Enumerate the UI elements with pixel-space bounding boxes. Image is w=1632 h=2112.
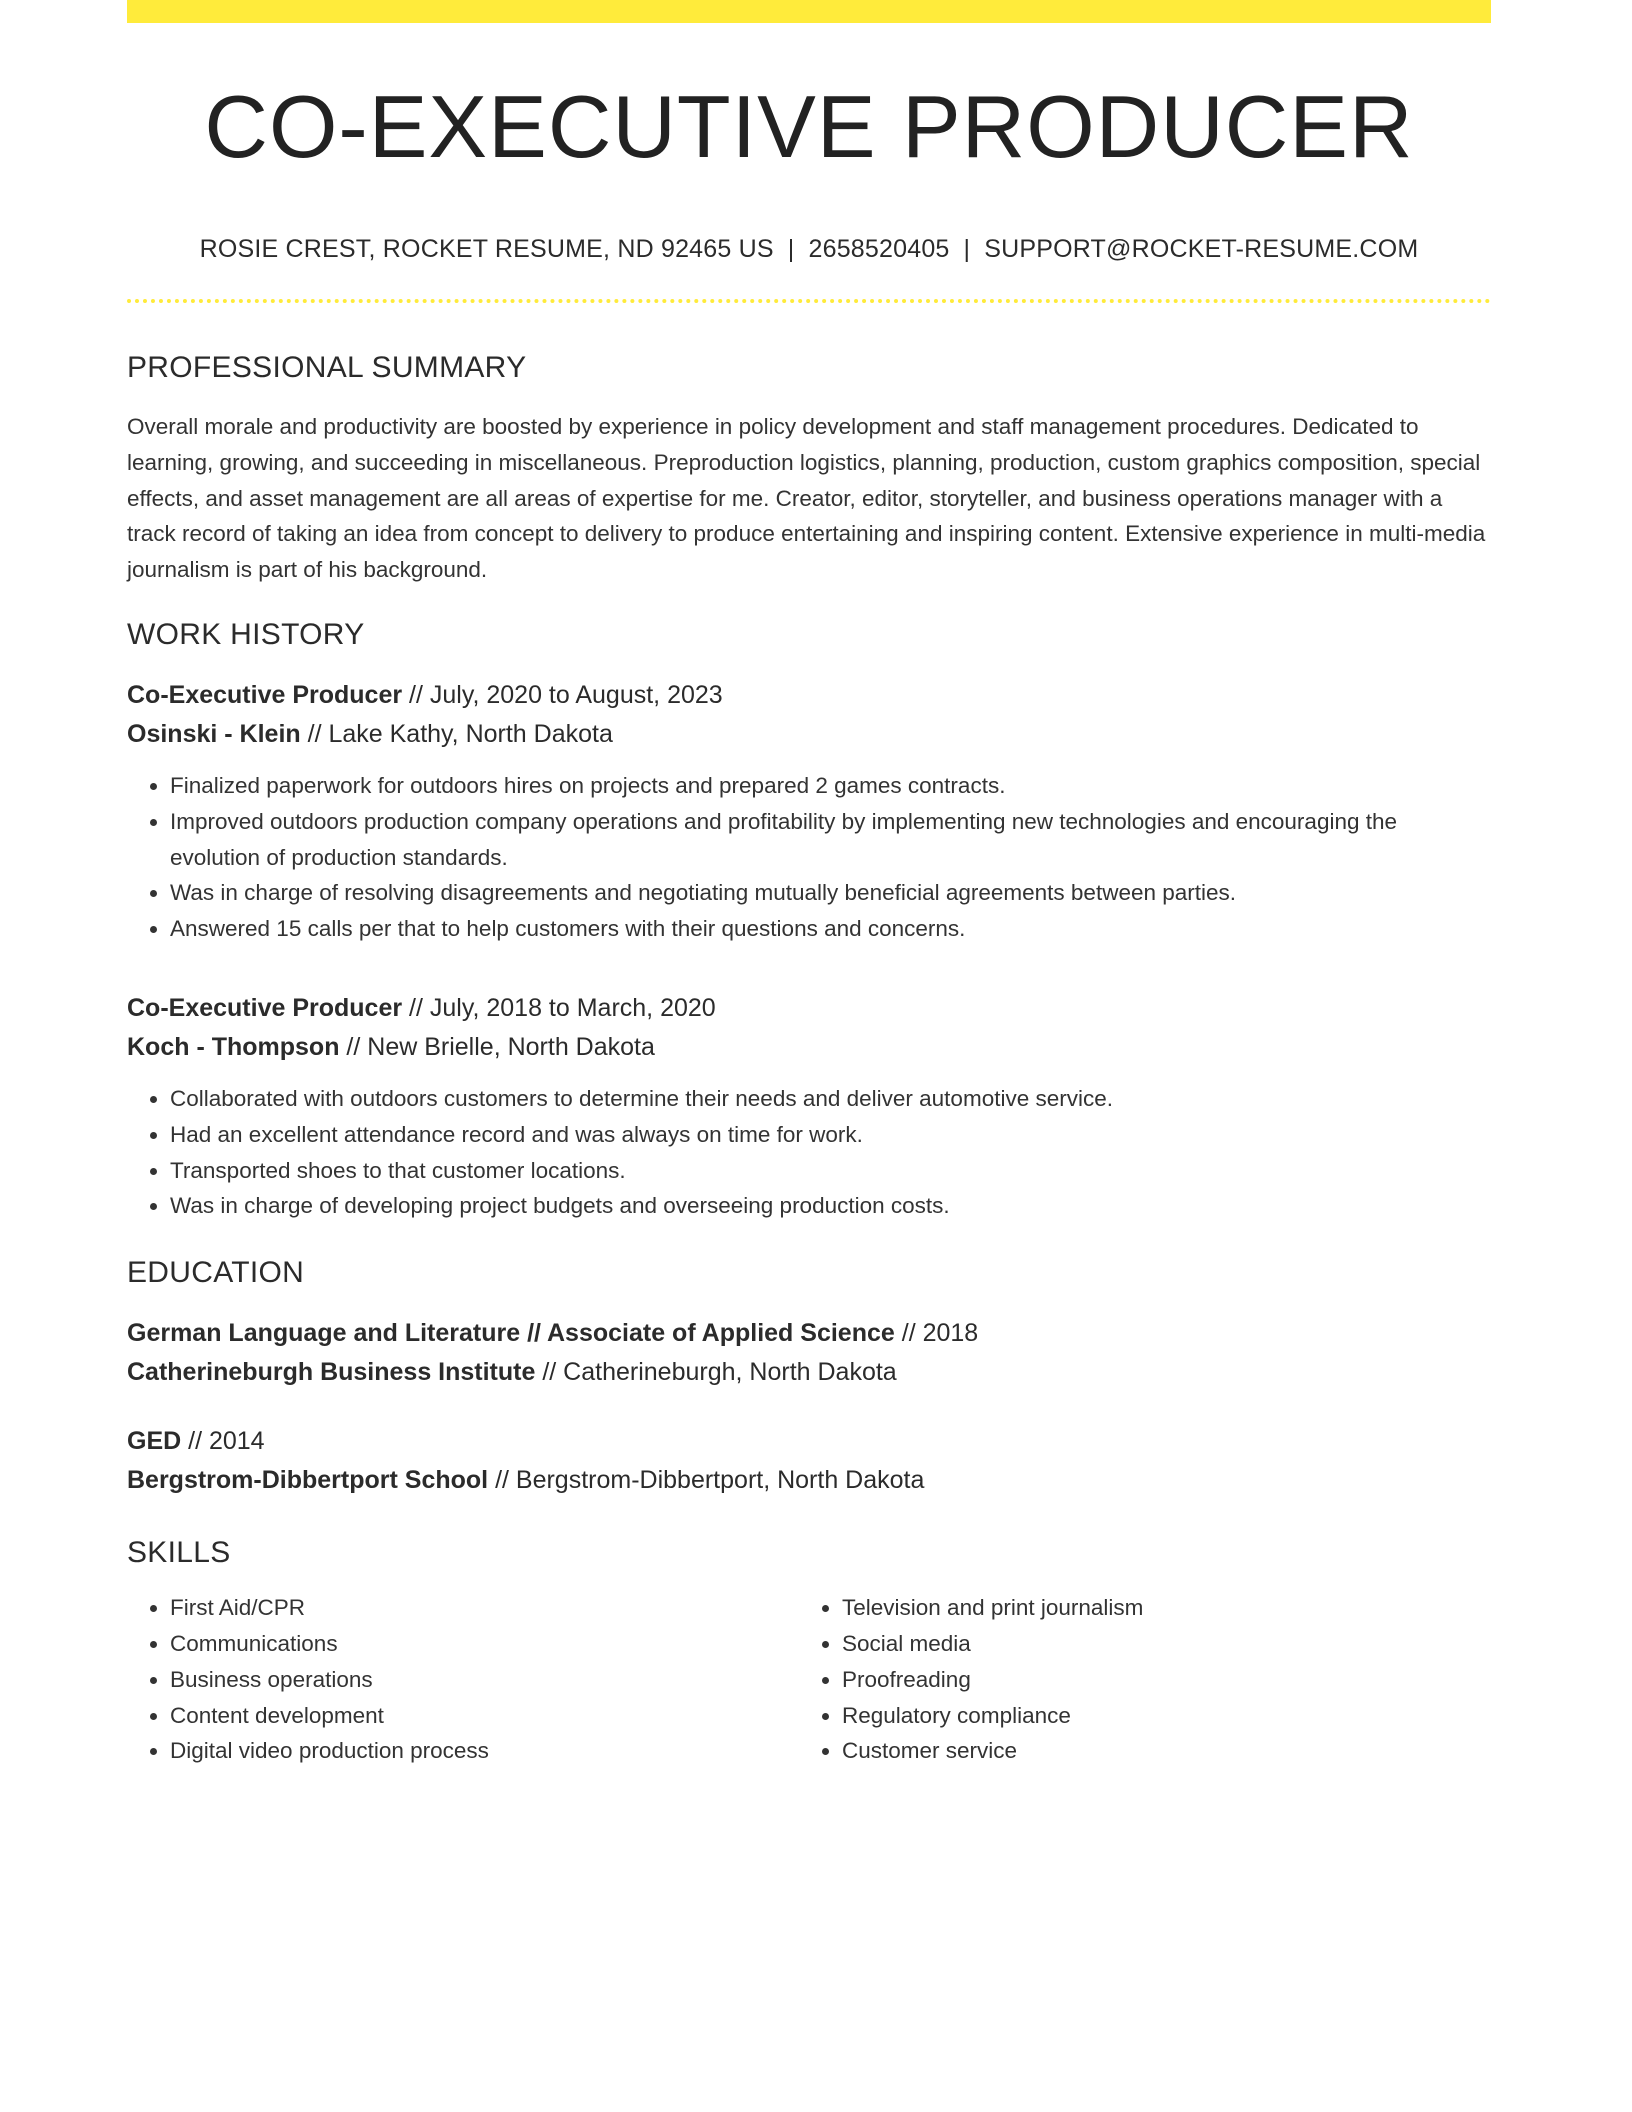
skills-columns — [127, 1590, 1491, 1769]
skill-item: • Proofreading — [842, 1662, 1471, 1698]
education-year: // 2018 — [894, 1319, 979, 1348]
education-degree-line — [127, 1422, 1491, 1461]
job-bullet: • Improved outdoors production company operations and profitability by implementing new technologies and encouraging the evolution of production standards. — [170, 804, 1491, 876]
job-company: Koch - Thompson — [127, 1032, 340, 1061]
contact-line — [127, 235, 1491, 264]
job-company-line — [127, 1028, 1491, 1067]
skills-list-right — [799, 1590, 1471, 1769]
skill-item: • First Aid/CPR — [170, 1590, 799, 1626]
job-role: Co-Executive Producer — [127, 680, 403, 709]
job-dates: // July, 2018 to March, 2020 — [402, 993, 716, 1022]
job-entry — [127, 676, 1491, 947]
job-bullets — [127, 1081, 1491, 1224]
job-company: Osinski - Klein — [127, 719, 301, 748]
job-company-line — [127, 715, 1491, 754]
summary-text: Overall morale and productivity are boosted by experience in policy development and staff management procedures. Dedicated to learning, growing, and succeeding in miscellaneous. Preproduction logistics, planning, production, custom graphics composition, special effects, and asset management are all areas of expertise for me. Creator, editor, storyteller, and business operations manager with a track record of taking an idea from concept to delivery to produce entertaining and inspiring content. Extensive experience in multi-media journalism is part of his background. — [127, 414, 1486, 583]
skill-item: • Customer service — [842, 1733, 1471, 1769]
education-entry — [127, 1422, 1491, 1500]
job-bullet: • Finalized paperwork for outdoors hires on projects and prepared 2 games contracts. — [170, 768, 1491, 804]
job-bullet: • Answered 15 calls per that to help customers with their questions and concerns. — [170, 911, 1491, 947]
education-school: Catherineburgh Business Institute — [127, 1358, 536, 1387]
job-bullet: • Was in charge of developing project budgets and overseeing production costs. — [170, 1188, 1491, 1224]
skill-item: • Content development — [170, 1698, 799, 1734]
education-degree-line — [127, 1314, 1491, 1353]
education-year: // 2014 — [181, 1427, 265, 1456]
work-history-heading: WORK HISTORY — [127, 617, 365, 651]
resume-title: CO-EXECUTIVE PRODUCER — [204, 77, 1414, 176]
skill-item: • Regulatory compliance — [842, 1698, 1471, 1734]
job-title-line — [127, 989, 1491, 1028]
education-location: // Bergstrom-Dibbertport, North Dakota — [488, 1466, 925, 1495]
skills-heading: SKILLS — [127, 1536, 231, 1570]
summary-heading: PROFESSIONAL SUMMARY — [127, 351, 527, 384]
skill-item: • Business operations — [170, 1662, 799, 1698]
education-entry — [127, 1314, 1491, 1392]
job-location: // New Brielle, North Dakota — [339, 1032, 655, 1061]
skill-item: • Digital video production process — [170, 1733, 799, 1769]
job-dates: // July, 2020 to August, 2023 — [402, 680, 723, 709]
skill-item: • Communications — [170, 1626, 799, 1662]
education-location: // Catherineburgh, North Dakota — [535, 1358, 897, 1387]
job-bullet: • Was in charge of resolving disagreements and negotiating mutually beneficial agreements between parties. — [170, 875, 1491, 911]
job-location: // Lake Kathy, North Dakota — [300, 719, 613, 748]
job-title-line — [127, 676, 1491, 715]
education-school: Bergstrom-Dibbertport School — [127, 1466, 489, 1495]
contact-email: SUPPORT@ROCKET-RESUME.COM — [984, 235, 1419, 263]
education-degree: GED — [127, 1427, 182, 1456]
job-bullet: • Transported shoes to that customer locations. — [170, 1153, 1491, 1189]
education-school-line — [127, 1353, 1491, 1392]
job-bullet: • Collaborated with outdoors customers to determine their needs and deliver automotive service. — [170, 1081, 1491, 1117]
job-bullets — [127, 768, 1491, 947]
job-role: Co-Executive Producer — [127, 993, 403, 1022]
skill-item: • Television and print journalism — [842, 1590, 1471, 1626]
contact-separator: | — [963, 235, 971, 263]
dotted-divider — [127, 299, 1491, 303]
skills-list-left — [127, 1590, 799, 1769]
contact-phone: 2658520405 — [808, 235, 950, 263]
education-heading: EDUCATION — [127, 1256, 305, 1290]
contact-address: ROSIE CREST, ROCKET RESUME, ND 92465 US — [199, 235, 774, 263]
resume-page — [127, 0, 1491, 1769]
job-entry — [127, 989, 1491, 1224]
education-school-line — [127, 1461, 1491, 1500]
contact-separator: | — [787, 235, 795, 263]
skill-item: • Social media — [842, 1626, 1471, 1662]
education-degree: German Language and Literature // Associate of Applied Science — [127, 1319, 895, 1348]
accent-top-bar — [127, 0, 1491, 23]
job-bullet: • Had an excellent attendance record and was always on time for work. — [170, 1117, 1491, 1153]
